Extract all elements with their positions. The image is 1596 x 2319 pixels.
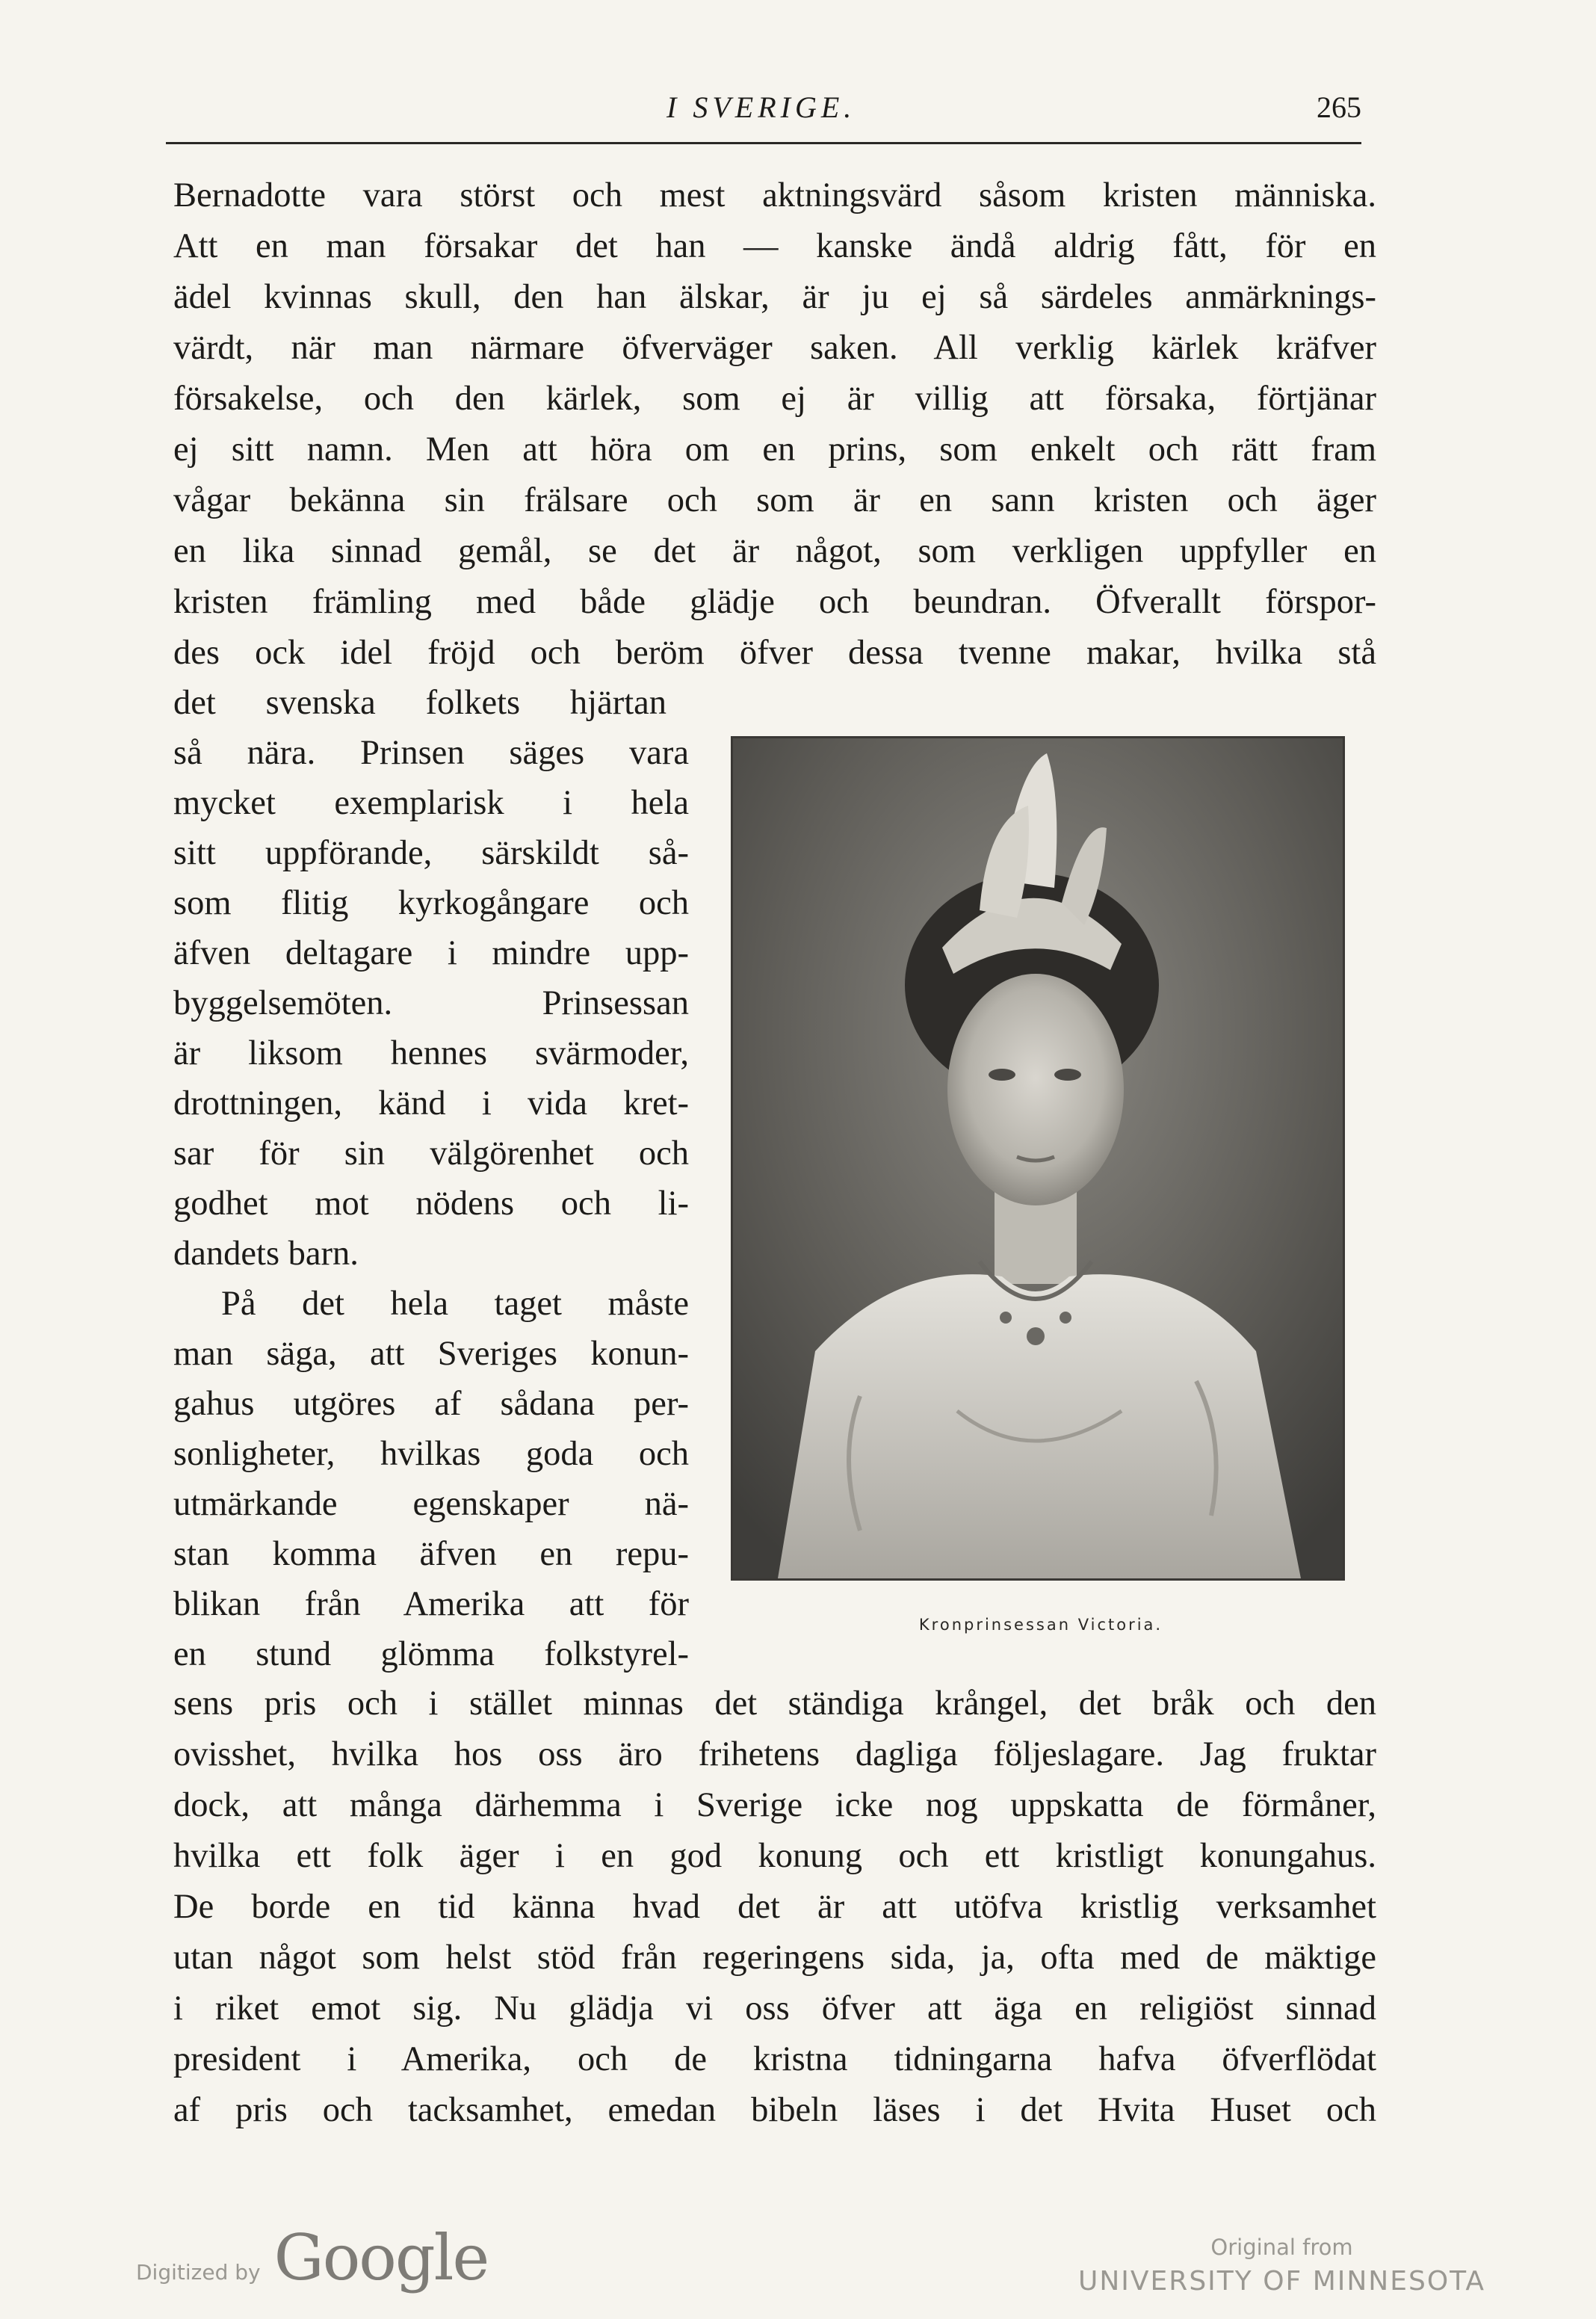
text-line: i riket emot sig. Nu glädja vi oss öfver att äga en religiöst sinnad	[173, 1989, 1376, 2028]
text-line: så nära. Prinsen säges vara	[173, 734, 689, 772]
text-line: ej sitt namn. Men att höra om en prins, som enkelt och rätt fram	[173, 430, 1376, 469]
text-line: det svenska folkets hjärtan	[173, 684, 666, 722]
text-line: dandets barn.	[173, 1235, 359, 1273]
text-line: gahus utgöres af sådana per-	[173, 1385, 689, 1423]
text-line: des ock idel fröjd och beröm öfver dessa tvenne makar, hvilka stå	[173, 634, 1376, 672]
running-title: I SVERIGE.	[666, 90, 856, 124]
text-line: utmärkande egenskaper nä-	[173, 1485, 689, 1523]
original-from-label: Original from	[1210, 2235, 1353, 2260]
text-line: ädel kvinnas skull, den han älskar, är ju ej så särdeles anmärknings-	[173, 278, 1376, 316]
text-line: dock, att många därhemma i Sverige icke nog uppskatta de förmåner,	[173, 1786, 1376, 1824]
text-line: en lika sinnad gemål, se det är något, som verkligen uppfyller en	[173, 532, 1376, 570]
text-line: kristen främling med både glädje och beundran. Öfverallt förspor-	[173, 583, 1376, 621]
text-line: stan komma äfven en repu-	[173, 1535, 689, 1573]
portrait-illustration	[733, 738, 1343, 1578]
text-line: president i Amerika, och de kristna tidningarna hafva öfverflödat	[173, 2040, 1376, 2078]
text-line: en stund glömma folkstyrel-	[173, 1635, 689, 1673]
text-line: utan något som helst stöd från regeringens sida, ja, ofta med de mäktige	[173, 1939, 1376, 1977]
text-line: drottningen, känd i vida kret-	[173, 1084, 689, 1123]
source-watermark	[1078, 2235, 1485, 2297]
digitized-watermark	[136, 2221, 488, 2294]
text-line: vågar bekänna sin frälsare och som är en sann kristen och äger	[173, 481, 1376, 519]
text-line: sonligheter, hvilkas goda och	[173, 1435, 689, 1473]
text-line: Att en man försakar det han — kanske ändå aldrig fått, för en	[173, 227, 1376, 265]
text-line: är liksom hennes svärmoder,	[173, 1034, 689, 1072]
text-line: värdt, när man närmare öfverväger saken. All verklig kärlek kräfver	[173, 329, 1376, 367]
text-line: sens pris och i stället minnas det ständiga krångel, det bråk och den	[173, 1685, 1376, 1723]
text-line: byggelsemöten. Prinsessan	[173, 984, 689, 1022]
text-line: man säga, att Sveriges konun-	[173, 1335, 689, 1373]
text-line: sitt uppförande, särskildt så-	[173, 834, 689, 872]
google-logo: Google	[273, 2221, 489, 2294]
page-number: 265	[1317, 90, 1361, 124]
photo-caption: Kronprinsessan Victoria.	[918, 1616, 1163, 1634]
text-line: som flitig kyrkogångare och	[173, 884, 689, 922]
text-line: blikan från Amerika att för	[173, 1585, 689, 1623]
text-line: försakelse, och den kärlek, som ej är villig att försaka, förtjänar	[173, 380, 1376, 418]
text-line: godhet mot nödens och li-	[173, 1185, 689, 1223]
text-line: hvilka ett folk äger i en god konung och ett kristligt konungahus.	[173, 1837, 1376, 1875]
page-header	[166, 88, 1361, 144]
text-line: sar för sin välgörenhet och	[173, 1134, 689, 1173]
text-line: De borde en tid känna hvad det är att utöfva kristlig verksamhet	[173, 1888, 1376, 1926]
text-line: af pris och tacksamhet, emedan bibeln läses i det Hvita Huset och	[173, 2091, 1376, 2129]
text-line: äfven deltagare i mindre upp-	[173, 934, 689, 972]
portrait-photograph	[731, 736, 1345, 1581]
text-line: mycket exemplarisk i hela	[173, 784, 689, 822]
text-line: På det hela taget måste	[221, 1285, 689, 1323]
digitized-by-label: Digitized by	[136, 2260, 261, 2285]
text-line: ovisshet, hvilka hos oss äro frihetens dagliga följeslagare. Jag fruktar	[173, 1735, 1376, 1773]
university-label: UNIVERSITY OF MINNESOTA	[1078, 2266, 1485, 2297]
text-line: Bernadotte vara störst och mest aktningsvärd såsom kristen människa.	[173, 176, 1376, 214]
